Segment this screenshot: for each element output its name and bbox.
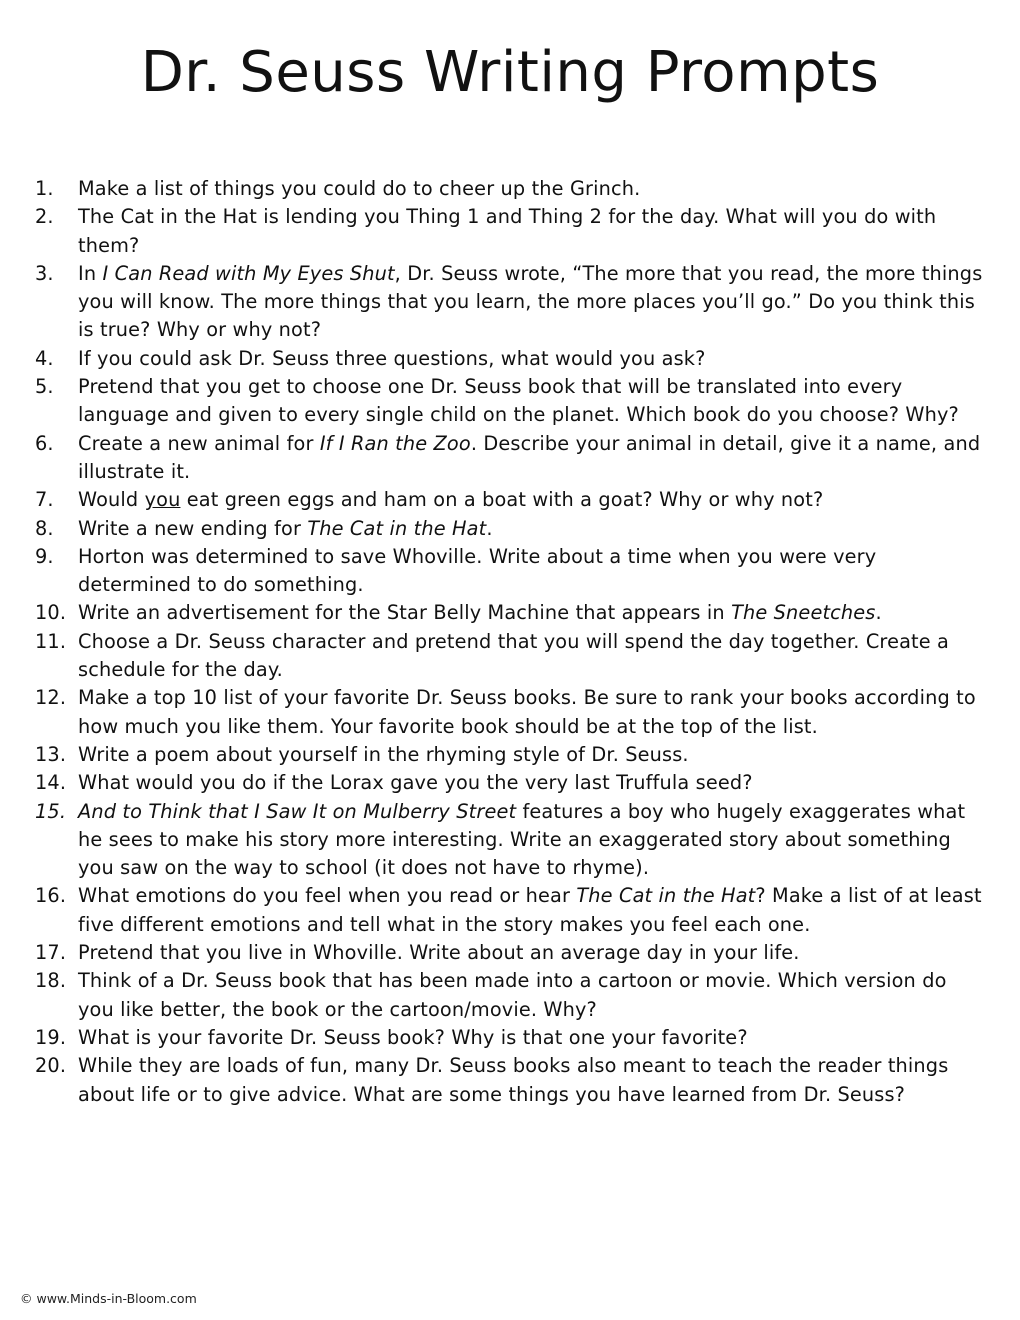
prompt-item bbox=[0, 967, 988, 1024]
prompt-item bbox=[0, 684, 988, 741]
prompt-text: Make a top 10 list of your favorite Dr. Seuss books. Be sure to rank your books according to how much you like them. Your favorite book should be at the top of the list. bbox=[78, 686, 976, 738]
prompt-text: Would bbox=[78, 488, 145, 512]
page-title: Dr. Seuss Writing Prompts bbox=[140, 40, 880, 105]
prompt-text: ? Make a list of at least five different emotions and tell what in the story makes you feel each one. bbox=[78, 884, 982, 936]
prompt-item bbox=[0, 260, 988, 345]
book-title-text: And to Think that I Saw It on Mulberry Street bbox=[78, 799, 517, 823]
prompt-item bbox=[0, 798, 988, 883]
prompt-text: What would you do if the Lorax gave you the very last Truffula seed? bbox=[78, 771, 753, 795]
prompt-item bbox=[0, 515, 988, 543]
prompt-text: Create a new animal for bbox=[78, 431, 320, 455]
prompt-item bbox=[0, 1024, 988, 1052]
prompt-number: 20. bbox=[35, 1054, 67, 1078]
prompt-text: , Dr. Seuss wrote, “The more that you read, the more things you will know. The more things that you learn, the more places you’ll go.” Do you think this is true? Why or why not? bbox=[78, 261, 983, 342]
prompt-text: Pretend that you live in Whoville. Write about an average day in your life. bbox=[78, 941, 800, 965]
copyright-footer: © www.Minds-in-Bloom.com bbox=[20, 1291, 197, 1306]
prompt-item bbox=[0, 882, 988, 939]
prompt-text: Write a poem about yourself in the rhyming style of Dr. Seuss. bbox=[78, 742, 689, 766]
prompt-number: 12. bbox=[35, 686, 67, 710]
prompt-text: Make a list of things you could do to cheer up the Grinch. bbox=[78, 177, 641, 200]
prompt-number: 18. bbox=[35, 969, 67, 993]
prompt-number: 9. bbox=[35, 544, 54, 568]
book-title-text: If I Ran the Zoo bbox=[319, 431, 471, 455]
prompt-text: Write a new ending for bbox=[78, 516, 308, 540]
prompt-text: What emotions do you feel when you read or hear bbox=[78, 884, 577, 908]
book-title-text: The Sneetches bbox=[731, 601, 876, 625]
prompt-number: 13. bbox=[35, 742, 67, 766]
prompt-number: 10. bbox=[35, 601, 67, 625]
prompt-item bbox=[0, 203, 988, 260]
book-title-text: The Cat in the Hat bbox=[307, 516, 487, 540]
prompt-number: 19. bbox=[35, 1025, 67, 1049]
prompt-number: 11. bbox=[35, 629, 67, 653]
prompt-item bbox=[0, 345, 988, 373]
prompt-item bbox=[0, 939, 988, 967]
prompt-text: What is your favorite Dr. Seuss book? Why is that one your favorite? bbox=[78, 1025, 748, 1049]
prompt-item bbox=[0, 628, 988, 685]
prompt-item bbox=[0, 486, 988, 514]
prompt-text: Pretend that you get to choose one Dr. Seuss book that will be translated into every language and given to every single child on the planet. Which book do you choose? Why? bbox=[78, 375, 959, 427]
emphasis-text: you bbox=[144, 488, 181, 512]
prompt-item bbox=[0, 599, 988, 627]
book-title-text: I Can Read with My Eyes Shut bbox=[102, 261, 395, 285]
prompt-item bbox=[0, 769, 988, 797]
prompt-text: The Cat in the Hat is lending you Thing 1 and Thing 2 for the day. What will you do with them? bbox=[78, 205, 937, 257]
prompt-number: 8. bbox=[35, 516, 54, 540]
prompt-text: . bbox=[486, 516, 493, 540]
prompt-text: . bbox=[875, 601, 882, 625]
prompt-number: 1. bbox=[35, 177, 54, 200]
prompt-item bbox=[0, 543, 988, 600]
prompt-number: 2. bbox=[35, 205, 54, 229]
prompt-text: . Describe your animal in detail, give it a name, and illustrate it. bbox=[78, 431, 981, 483]
prompt-number: 17. bbox=[35, 941, 67, 965]
prompt-text: Write an advertisement for the Star Belly Machine that appears in bbox=[78, 601, 732, 625]
prompt-item bbox=[0, 175, 988, 203]
prompt-text: eat green eggs and ham on a boat with a goat? Why or why not? bbox=[180, 488, 824, 512]
prompt-number: 3. bbox=[35, 261, 54, 285]
book-title-text: The Cat in the Hat bbox=[576, 884, 756, 908]
prompt-number: 5. bbox=[35, 375, 54, 399]
prompt-text: Horton was determined to save Whoville. Write about a time when you were very determined to do something. bbox=[78, 544, 877, 597]
prompt-text: While they are loads of fun, many Dr. Seuss books also meant to teach the reader things about life or to give advice. What are some things you have learned from Dr. Seuss? bbox=[78, 1054, 949, 1106]
prompt-text: In bbox=[78, 261, 103, 285]
prompt-text: Think of a Dr. Seuss book that has been made into a cartoon or movie. Which version do you like better, the book or the cartoon/movie. Why? bbox=[78, 969, 947, 1021]
prompt-number: 6. bbox=[35, 431, 54, 455]
prompt-number: 4. bbox=[35, 346, 54, 370]
prompt-number: 16. bbox=[35, 884, 67, 908]
prompt-text: features a boy who hugely exaggerates what he sees to make his story more interesting. Write an exaggerated story about something you saw on the way to school (it does not have to rhyme). bbox=[78, 799, 966, 880]
prompt-number: 7. bbox=[35, 488, 54, 512]
prompt-text: Choose a Dr. Seuss character and pretend that you will spend the day together. Create a schedule for the day. bbox=[78, 629, 950, 682]
prompt-number: 15. bbox=[35, 799, 67, 823]
prompt-item bbox=[0, 430, 988, 487]
prompt-item bbox=[0, 373, 988, 430]
prompt-text: If you could ask Dr. Seuss three questions, what would you ask? bbox=[78, 346, 706, 370]
prompt-number: 14. bbox=[35, 771, 67, 795]
prompt-item bbox=[0, 741, 988, 769]
prompt-list bbox=[0, 175, 1000, 1109]
prompt-item bbox=[0, 1052, 988, 1109]
